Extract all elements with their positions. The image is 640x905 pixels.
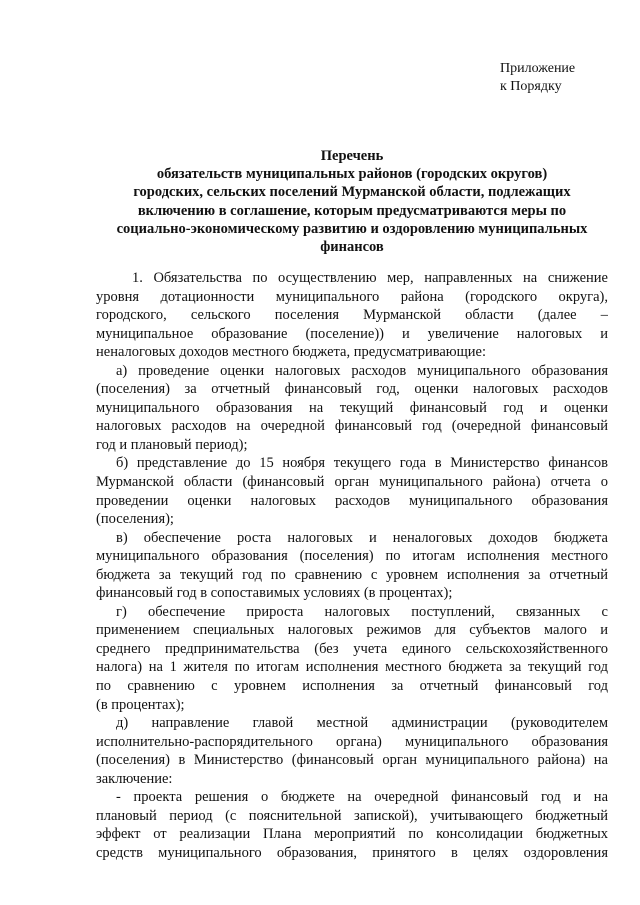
body-line: налога) на 1 жителя по итогам исполнения местного бюджета за текущий год	[96, 659, 608, 676]
body-line: средств муниципального образования, принятого в целях оздоровления	[96, 844, 608, 861]
body-line: а) проведение оценки налоговых расходов муниципального образования	[116, 362, 608, 379]
title-line: финансов	[320, 239, 384, 256]
body-line: б) представление до 15 ноября текущего года в Министерство финансов	[116, 455, 608, 472]
body-line: (в процентах);	[96, 696, 185, 713]
body-line: муниципального образования на текущий финансовый год и оценки	[96, 399, 608, 416]
body-line: муниципального образования (поселения) по итогам исполнения местного	[96, 548, 608, 565]
body-line: 1. Обязательства по осуществлению мер, направленных на снижение	[132, 270, 608, 286]
body-line: применением специальных налоговых режимов для субъектов малого и	[96, 622, 608, 639]
body-line: - проекта решения о бюджете на очередной финансовый год и на	[116, 789, 608, 806]
body-line: налоговых расходов на очередной финансовый год (очередной финансовый	[96, 418, 608, 435]
body-line: финансовый год в сопоставимых условиях (в процентах);	[96, 585, 453, 602]
body-line: (поселения) в Министерство (финансовый орган муниципального района) на	[96, 752, 608, 769]
title-line: городских, сельских поселений Мурманской области, подлежащих	[133, 184, 571, 201]
body-line: эффект от реализации Плана мероприятий по консолидации бюджетных	[96, 826, 608, 843]
body-line: плановый период (с пояснительной запиской), учитывающего бюджетный	[96, 807, 608, 824]
document-body	[96, 269, 608, 863]
body-line: по сравнению с уровнем исполнения за отчетный финансовый год	[96, 678, 608, 695]
body-line: проведении оценки налоговых расходов муниципального образования	[96, 492, 608, 509]
appendix-line: Приложение	[500, 61, 576, 76]
appendix-note	[500, 60, 575, 96]
body-line: в) обеспечение роста налоговых и неналоговых доходов бюджета	[116, 529, 608, 546]
body-line: (поселения);	[96, 511, 174, 528]
title-line: обязательств муниципальных районов (городских округов)	[156, 166, 548, 183]
body-line: исполнительно-распорядительного органа) муниципального образования	[96, 733, 608, 750]
title-line: социально-экономическому развитию и оздоровлению муниципальных	[116, 220, 588, 237]
body-line: г) обеспечение прироста налоговых поступлений, связанных с	[116, 603, 608, 620]
body-line: городского, сельского поселения Мурманской области (далее –	[96, 307, 608, 324]
title-line: включению в соглашение, которым предусматриваются меры по	[137, 202, 567, 219]
title-line: Перечень	[320, 148, 384, 164]
body-line: заключение:	[96, 770, 173, 787]
body-line: муниципальное образование (поселение)) и увеличение налоговых и	[96, 325, 608, 342]
body-line: бюджета за текущий год по сравнению с уровнем исполнения за отчетный	[96, 566, 608, 583]
body-line: (поселения) за отчетный финансовый год, оценки налоговых расходов	[96, 381, 608, 398]
body-line: неналоговых доходов местного бюджета, предусматривающие:	[96, 344, 487, 361]
body-line: среднего предпринимательства (без учета единого сельскохозяйственного	[96, 640, 608, 657]
appendix-line: к Порядку	[500, 79, 562, 94]
body-line: уровня дотационности муниципального района (городского округа),	[96, 288, 608, 305]
document-title	[96, 147, 608, 256]
body-line: год и плановый период);	[96, 436, 248, 453]
body-line: д) направление главой местной администрации (руководителем	[116, 715, 608, 732]
body-line: Мурманской области (финансовый орган муниципального района) отчета о	[96, 474, 608, 491]
